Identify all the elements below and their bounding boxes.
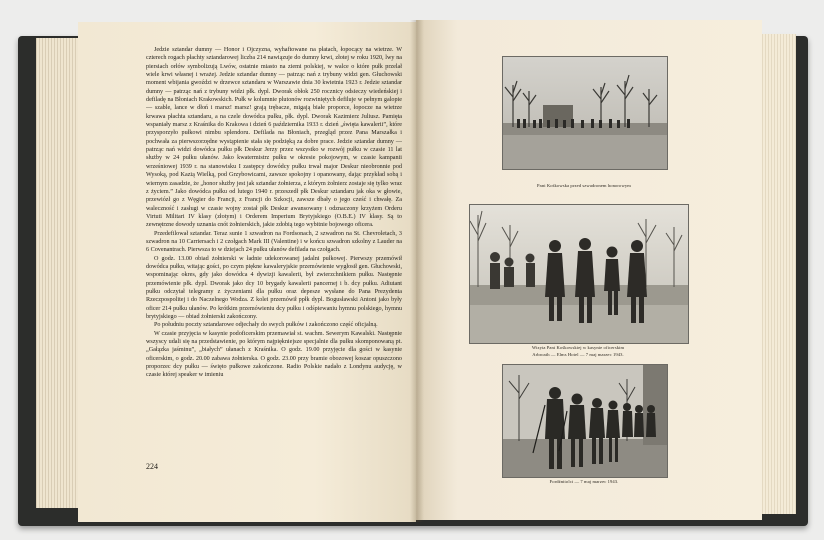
photo-caption: Wizyta Pani Kośkowskiej w kasynie oficerskim	[531, 345, 625, 350]
photo-visit	[469, 204, 689, 344]
paragraph: Przedefilował sztandar. Teraz sunie 1 szwadron na Fordsonach, 2 szwadron na St. Chevroletach, 3 szwadron na 10 Carriersach i 2 czołgach Mark III (Valentine) i w końcu szwadron szkolny z Lauder na 6 Covenantrach. Pierwsza to w dziejach 24 pułku ułanów defilada na czołgach.	[146, 230, 402, 254]
paragraph: O godz. 13.00 obiad żołnierski w ładnie udekorowanej jadalni pułkowej. Pierwszy przemówił dowódca pułku, witając gości, po czym piękne kawaleryjskie przemówienie wygłosił gen. Głuchowski, wspominając okres, gdy jako dowódca 4 dywizji kawalerii, był zwierzchnikiem pułku. Następnie przemówienie płk. dypl. Dworak jako dcy 10 brygady kawalerii pancernej i b. dcy pułku. Adiutant pułku odczytał telegramy z życzeniami dla pułku oraz depesze wysłane do Pana Prezydenta Rzeczpospolitej i do Naczelnego Wodza. Z kolei przemówił ppłk dypl. Bogusławski Antoni jako były oficer 214 pułku ułanów. Po krótkim przemówieniu dcy pułku i odśpiewaniu hymnu polskiego, hymnu brytyjskiego — obiad żołnierski zakończony.	[146, 255, 402, 320]
page-number: 224	[146, 462, 158, 471]
photo-caption: Pani Kośkowska przed szwadronem honorowym	[537, 183, 631, 188]
left-page-text	[146, 46, 402, 456]
paragraph: Po południu poczty sztandarowe odjechały do swych pułków i zakończono część oficjalną.	[154, 322, 378, 329]
photo-visit-image	[470, 205, 688, 343]
paragraph: Jedzie sztandar dumny — Honor i Ojczyzna, wyhaftowane na płatach, łopocący na wietrze. W czterech rogach płachty sztandarowej liczba 214 nawiązuje do dumny krwi, złotej w roku 1920, lwy na piersiach orłów symbolizują Lwów, ostatnie miasto na ziemi polskiej, w walce o które pułk przelał wiele krwi własnej i wrażej. Jedzie sztandar dumny — patrząc nań z trybuny widzi gen. Głuchowski moment wbijania gwoździ w drzewce sztandaru w Warszawie dnia 30 kwietnia 1923 r. Jedzie sztandar dumny — patrząc nań z trybuny widzi płk. dypl. Dworak obłok 250 rocznicy odsieczy wiedeńskiej i defiladę na Błoniach Krakowskich. Pułk w kolumnie plutonów rozwiniętych defiluje w pełnym galopie — szable, lance w dłoń i marsz! marsz! grają trębacze, migają białe proporce, łopocze na wietrze krwawa płachta sztandaru, a na czele dowódca pułku, płk. dypl. Dworak Kazimierz Juliusz. Pamięta wspaniały marsz z Kraśnika do Krakowa i dzień 6 października 1933 r. dzień „święta kawalerii”, które przysporzyło pułkowi nimbu splendoru. Defilada na Błoniach, przegląd przez Pana Marszałka i pochwała za pierwszorzędne wystąpienie stała się podzięką za dobre prace. Jedzie sztandar dumny — patrząc nań widzi dowódca pułku płk Deskur Jerzy przez wszystko w rozwój pułku w czasie 11 lat służby w 24 pułku ułanów. Jako kwatermistrz pułku w okresie pokojowym, w czasie kampanii wrześniowej 1939 r. na stanowisku I zastępcy dowódcy pułku trwał major Deskur nieobronnie pod Wysoką, pod Kazią Wielką, pod Grzybowicami, zawsze spokojny i opanowany, dając przykład sobą i wiernym zasadzie, że „honor służby jest jak sztandar żołnierza, z którym żołnierz zostaje się tylko wraz z życiem.” Jako dowódca pułku od lutego 1940 r. przeszedł płk Deskur sztandaru jak oka w głowie, przewiózł go z Węgier do Francji, z Francji do Szkocji, zawsze dbały o jego cześć i chwałę. Za waleczność i zasługi w czasie wojny został płk Deskur awansowany i odznaczony krzyżem Orderu Virtuti Militari IV klasy (złotym) i Orderem Imperium Brytyjskiego (O.B.E.) IV klasy. Są to zewnętrzne dowody uznania cnót żołnierskich, jakie zdobią tego wybitnie bojowego oficera.	[146, 47, 402, 229]
photo-caption: Fordźnitolci — 7 maj marzec 1943.	[549, 479, 619, 484]
photo-parade	[502, 56, 668, 170]
photo-caption-date: Arbroath — Elms Hotel — 7 maj marzec 1943.	[532, 352, 624, 357]
book-gutter	[410, 20, 424, 522]
photo-soldiers-image	[503, 365, 667, 477]
photo-soldiers	[502, 364, 668, 478]
page-edges-right	[756, 34, 796, 514]
paragraph: W czasie przyjęcia w kasynie podoficerskim przemawiał st. wachm. Sewerym Kawalski. Następnie wszyscy udali się na przedstawienie, po którym najpiękniejsze specjalnie dla pułku skomponowaną pt. „Gałązka jaśminu”, „białych” ułanach z Kraśnika. O godz. 19.00 przyjęcie dla gości w kasynie oficerskim, o godz. 20.00 zabawa żołnierska. O godz. 23.00 przy bramie obozowej koszar opuszczono proporzec dcy pułku — święto pułkowe zakończone. Radio Polskie nadało z Londynu audycję, w czasie której speaker w imieniu	[146, 330, 402, 379]
photo-parade-image	[503, 57, 667, 169]
